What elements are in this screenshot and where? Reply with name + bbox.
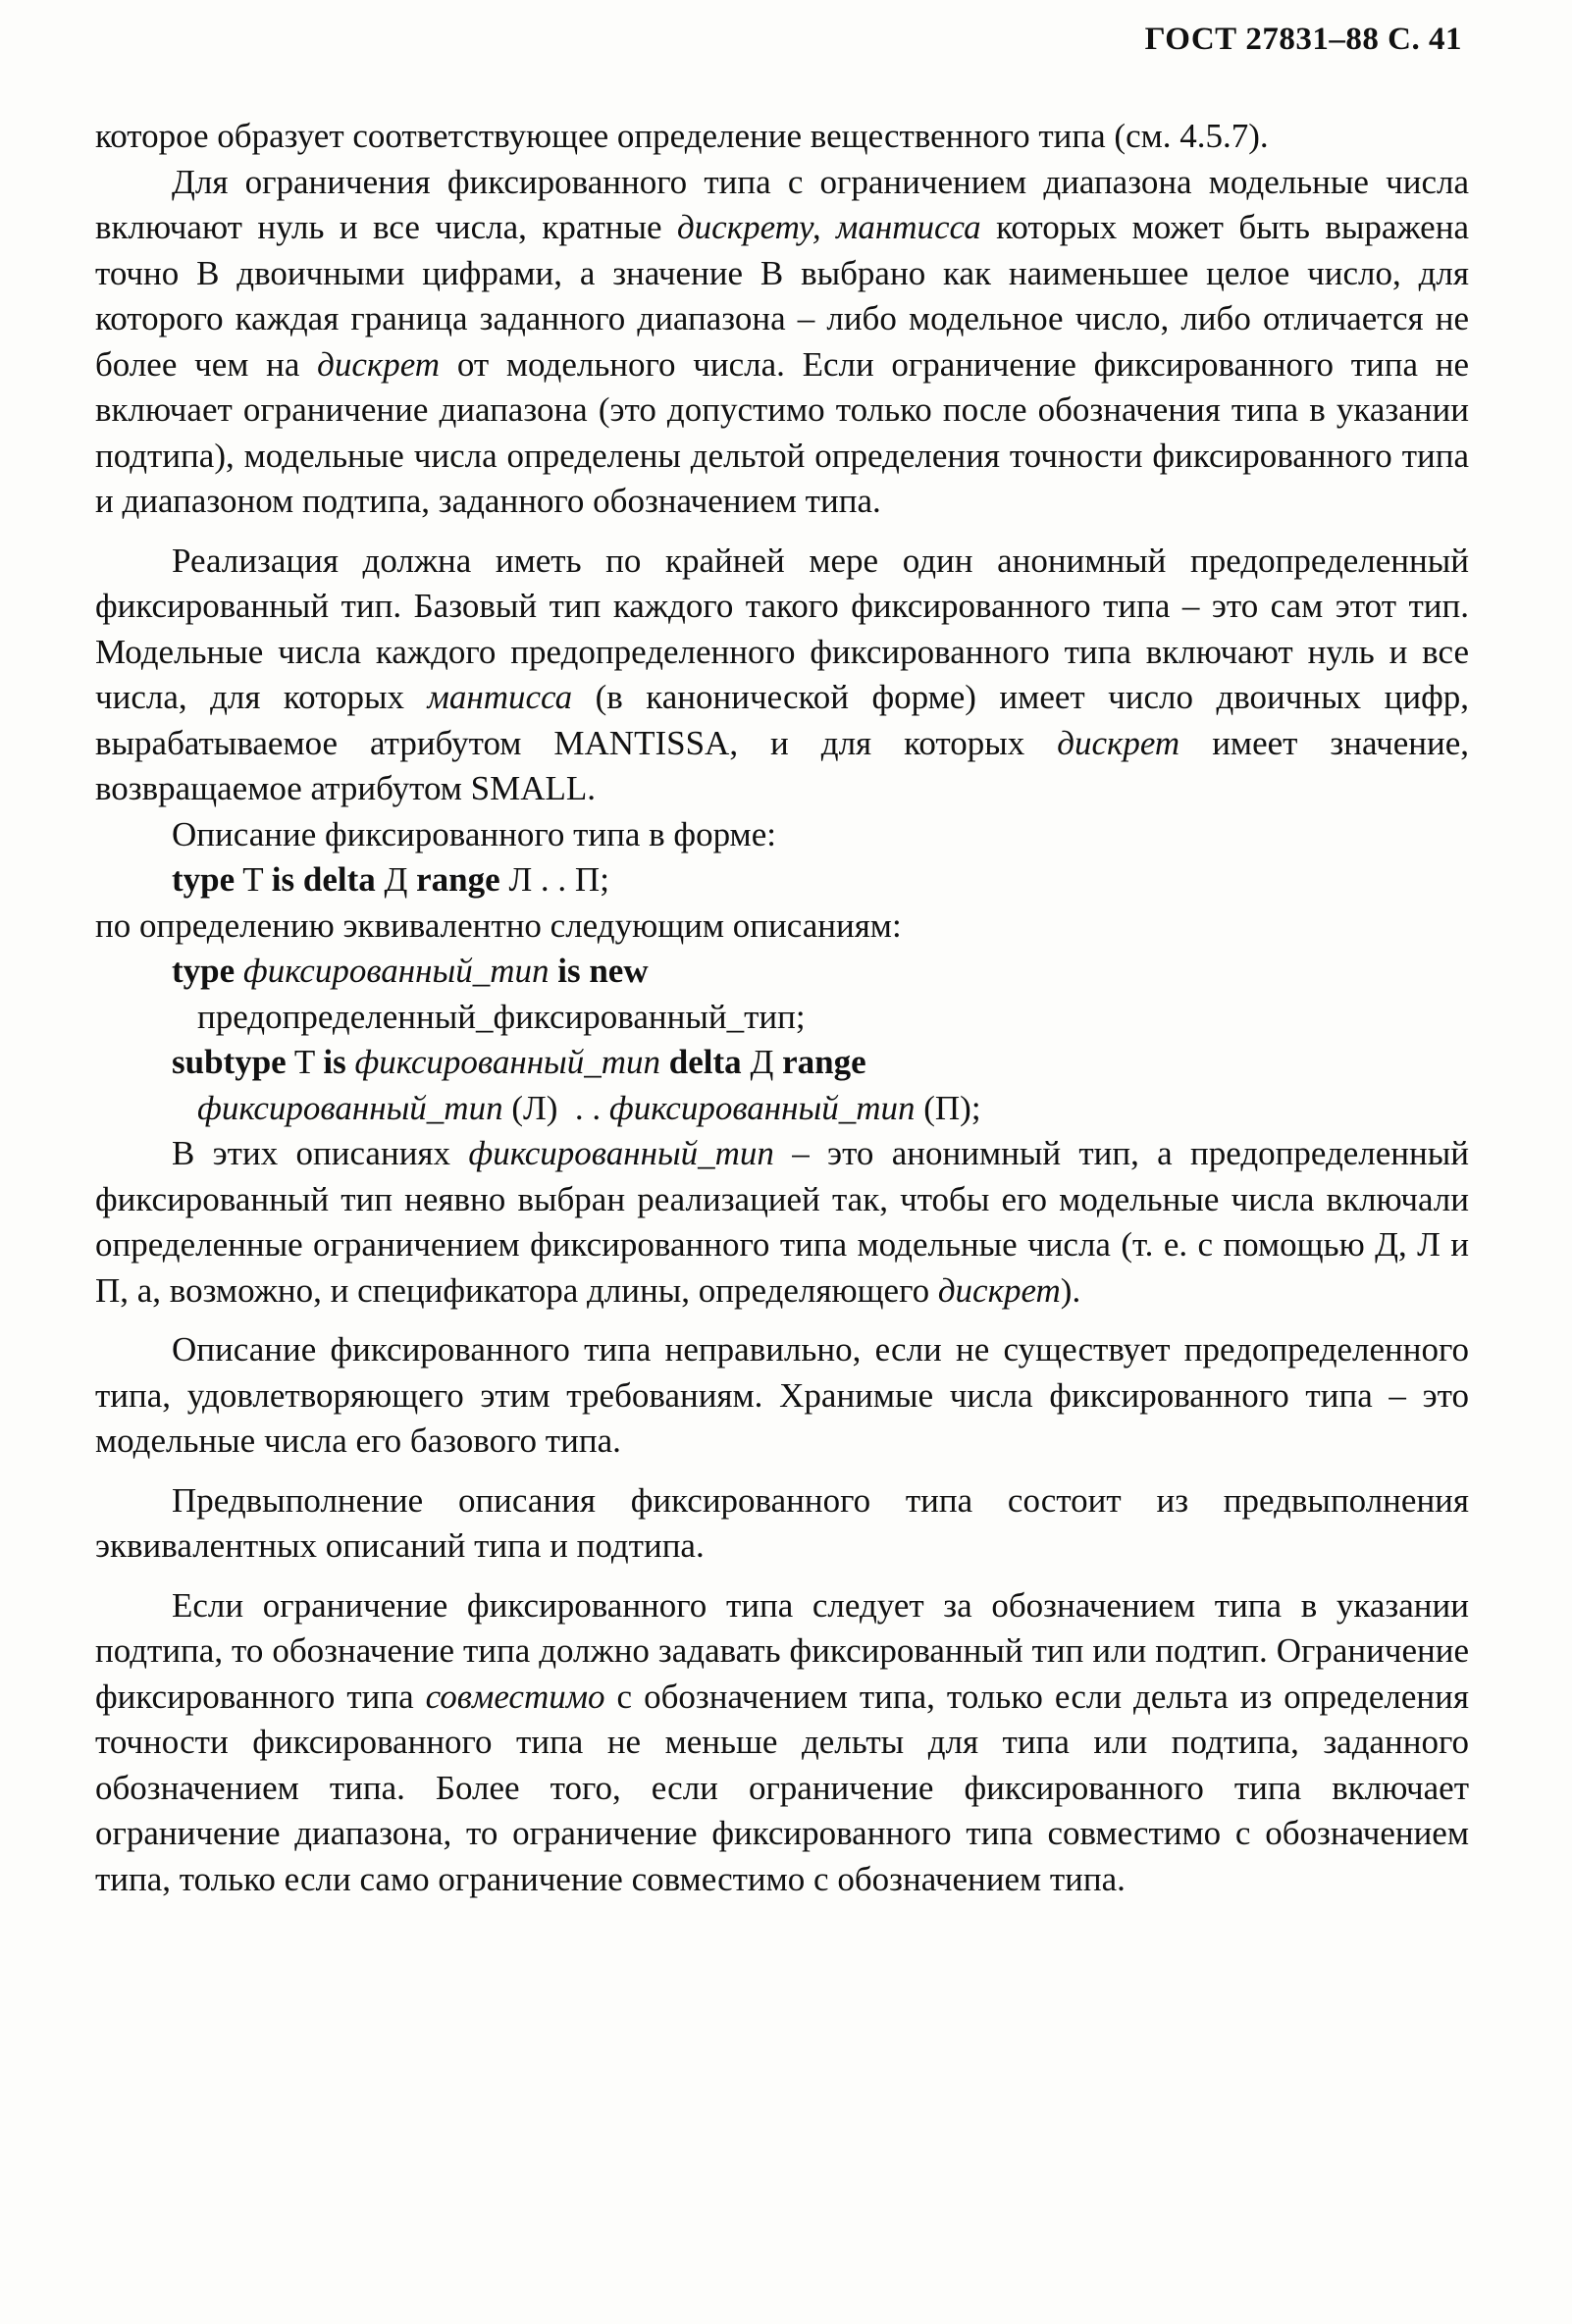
code-line-3: subtype T is фиксированный_тип delta Д range: [172, 1043, 866, 1081]
paragraph-4: Описание фиксированного типа в форме:: [172, 814, 776, 853]
code-line-2: предопределенный_фиксированный_тип;: [197, 997, 806, 1036]
paragraph-6: В этих описаниях фиксированный_тип – это анонимный тип, а предопределенный фиксированный тип неявно выбран реализацией так, чтобы его модельные числа включали определенные ограничением фиксированного типа модельные числа (т. е. с помощью Д, Л и П, а, возможно, и спецификатора длины, определяющего дискрет).: [95, 1134, 1469, 1310]
term-italic: дискрет: [937, 1270, 1061, 1310]
code-line-1: type фиксированный_тип is new: [172, 952, 649, 990]
term-italic: мантисса: [427, 678, 573, 716]
page-body: [95, 114, 1469, 1902]
term-italic: фиксированный_тип: [468, 1134, 774, 1172]
paragraph-5: по определению эквивалентно следующим описаниям:: [95, 905, 902, 945]
term-italic: дискрет: [1057, 723, 1180, 762]
paragraph-2: Для ограничения фиксированного типа с ограничением диапазона модельные числа включают нуль и все числа, кратные дискрету, мантисса которых может быть выражена точно В двоичными цифрами, а значение В выбрано как наименьшее целое число, для которого каждая граница заданного диапазона – либо модельное число, либо отличается не более чем на дискрет от модельного числа. Если ограничение фиксированного типа не включает ограничение диапазона (это допустимо только после обозначения типа в указании подтипа), модельные числа определены дельтой определения точности фиксированного типа и диапазоном подтипа, заданного обозначением типа.: [95, 162, 1470, 520]
term-italic: совместимо: [425, 1677, 605, 1716]
paragraph-1: которое образует соответствующее определение вещественного типа (см. 4.5.7).: [95, 117, 1269, 155]
paragraph-3: Реализация должна иметь по крайней мере один анонимный предопределенный фиксированный тип. Базовый тип каждого такого фиксированного типа – это сам этот тип. Модельные числа каждого предопределенного фиксированного типа включают нуль и все числа, для которых мантисса (в канонической форме) имеет число двоичных цифр, вырабатываемое атрибутом MANTISSA, и для которых дискрет имеет значение, возвращаемое атрибутом SMALL.: [95, 541, 1469, 807]
paragraph-8: Предвыполнение описания фиксированного типа состоит из предвыполнения эквивалентных описаний типа и подтипа.: [95, 1480, 1469, 1565]
code-line-4: фиксированный_тип (Л) . . фиксированный_тип (П);: [197, 1088, 981, 1127]
page-header: ГОСТ 27831–88 С. 41: [1144, 22, 1462, 57]
term-italic: дискрету, мантисса: [676, 208, 981, 246]
paragraph-9: Если ограничение фиксированного типа следует за обозначением типа в указании подтипа, то обозначение типа должно задавать фиксированный тип или подтип. Ограничение фиксированного типа совместимо с обозначением типа, только если дельта из определения точности фиксированного типа не меньше дельты для типа или подтипа, заданного обозначением типа. Более того, если ограничение фиксированного типа включает ограничение диапазона, то ограничение фиксированного типа совместимо с обозначением типа, только если само ограничение совместимо с обозначением типа.: [95, 1585, 1469, 1898]
code-line-form: type T is delta Д range Л . . П;: [172, 860, 609, 899]
paragraph-7: Описание фиксированного типа неправильно, если не существует предопределенного типа, удовлетворяющего этим требованиям. Хранимые числа фиксированного типа – это модельные числа его базового типа.: [95, 1330, 1469, 1460]
term-italic: дискрет: [317, 344, 441, 384]
